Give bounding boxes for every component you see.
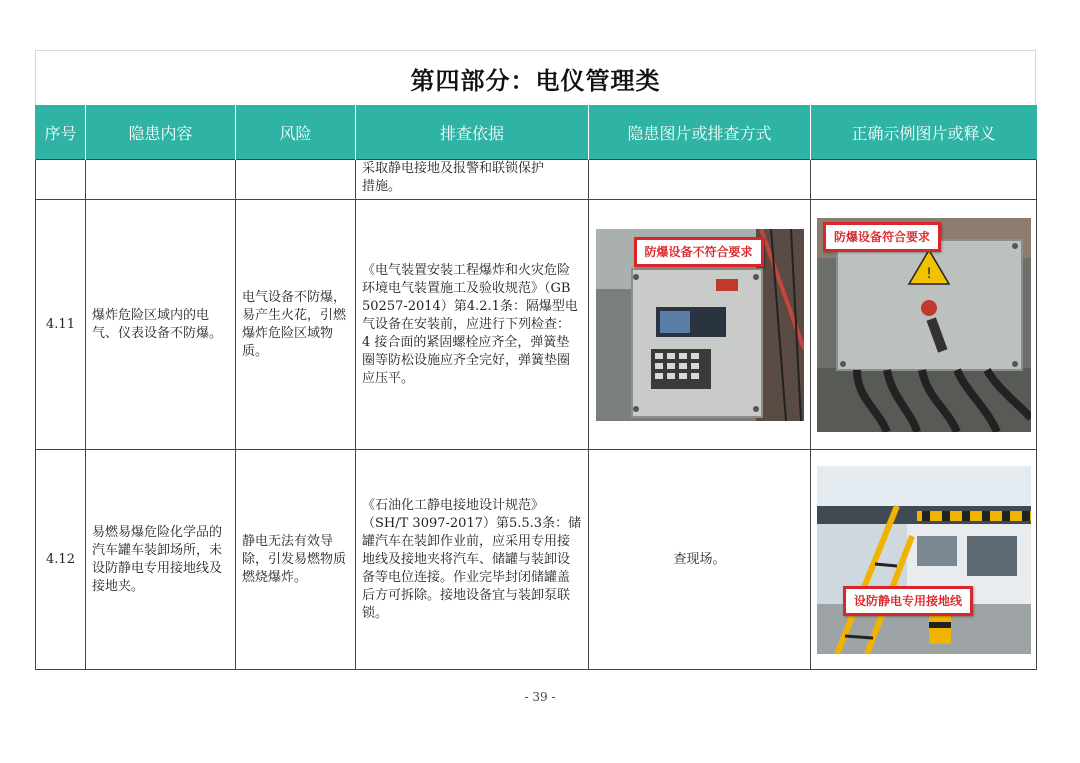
row-hazard: [86, 160, 236, 200]
row-correct: [811, 160, 1037, 200]
header-hazard: 隐患内容: [86, 105, 236, 160]
table-header-row: [36, 105, 1037, 160]
row-basis: 采取静电接地及报警和联锁保护 措施。: [356, 160, 589, 200]
row-method: [589, 200, 811, 450]
row-basis: 《电气装置安装工程爆炸和火灾危险环境电气装置施工及验收规范》（GB 50257-2014）第4.2.1条：隔爆型电气设备在安装前，应进行下列检查： 4 接合面的紧固螺栓应齐全，弹簧垫圈等防松设施应齐全完好，弹簧垫圈应压平。: [356, 200, 589, 450]
header-index: 序号: [36, 105, 86, 160]
row-correct: [811, 450, 1037, 670]
header-basis: 排查依据: [356, 105, 589, 160]
header-correct: 正确示例图片或释义: [811, 105, 1037, 160]
table-row: [36, 450, 1037, 670]
row-method: 查现场。: [589, 450, 811, 670]
row-index: [36, 160, 86, 200]
hazard-table: [35, 105, 1037, 670]
table-row: [36, 200, 1037, 450]
row-hazard: 爆炸危险区域内的电气、仪表设备不防爆。: [86, 200, 236, 450]
loading-station-image: [817, 466, 1031, 654]
loading-station-photo: [817, 466, 1031, 654]
row-risk: 电气设备不防爆，易产生火花，引燃爆炸危险区域物质。: [236, 200, 356, 450]
row-correct: [811, 200, 1037, 450]
correct-photo-label: 防爆设备符合要求: [823, 222, 941, 252]
row-method: [589, 160, 811, 200]
page-number: - 39 -: [524, 690, 556, 704]
row-index: 4.12: [36, 450, 86, 670]
row-hazard: 易燃易爆危险化学品的汽车罐车装卸场所，未设防静电专用接地线及接地夹。: [86, 450, 236, 670]
row-risk: [236, 160, 356, 200]
header-method: 隐患图片或排查方式: [589, 105, 811, 160]
explosion-proof-box-photo-good: [817, 218, 1031, 432]
row-risk: 静电无法有效导除，引发易燃物质燃烧爆炸。: [236, 450, 356, 670]
row-index: 4.11: [36, 200, 86, 450]
header-risk: 风险: [236, 105, 356, 160]
hazard-photo-label: 防爆设备不符合要求: [634, 237, 764, 267]
table-row: [36, 160, 1037, 200]
correct-photo-label: 设防静电专用接地线: [843, 586, 973, 616]
row-basis: 《石油化工静电接地设计规范》（SH/T 3097-2017）第5.5.3条：储罐汽车在装卸作业前，应采用专用接地线及接地夹将汽车、储罐与装卸设备等电位连接。作业完毕封闭储罐盖后方可拆除。接地设备宜与装卸泵联锁。: [356, 450, 589, 670]
document-page: [35, 50, 1036, 670]
svg-text:!: !: [926, 265, 932, 282]
explosion-proof-box-photo-bad: [596, 229, 804, 421]
section-title: 第四部分：电仪管理类: [35, 50, 1036, 105]
